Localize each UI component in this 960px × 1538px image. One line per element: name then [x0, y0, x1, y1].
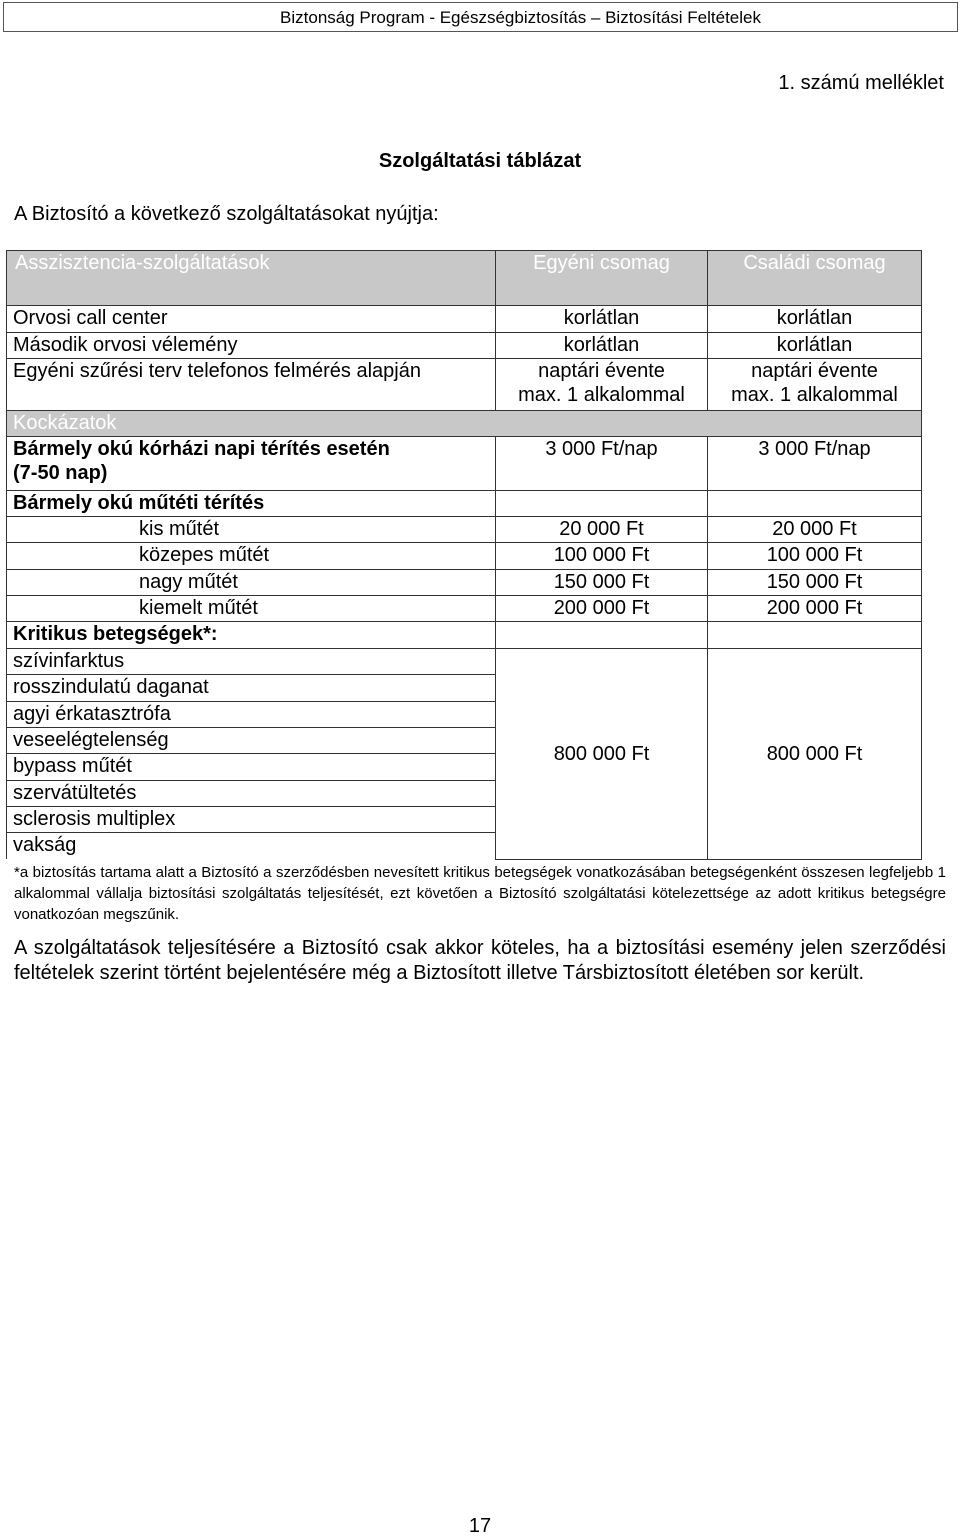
- surgery-name: kiemelt műtét: [7, 595, 496, 621]
- table-row: [7, 517, 922, 543]
- individual-value: 3 000 Ft/nap: [496, 437, 708, 491]
- individual-value: 100 000 Ft: [496, 543, 708, 569]
- hospital-name-line1: Bármely okú kórházi napi térítés esetén: [13, 438, 390, 460]
- critical-item: agyi érkatasztrófa: [7, 701, 496, 727]
- family-value: korlátlan: [708, 333, 922, 359]
- col-header-family: Családi csomag: [708, 251, 922, 306]
- table-row: [7, 649, 922, 675]
- table-row: [7, 622, 922, 649]
- hospital-name-line2: (7-50 nap): [13, 462, 108, 484]
- surgery-label: Bármely okú műtéti térítés: [7, 491, 496, 517]
- table-row: [7, 595, 922, 621]
- empty-cell: [496, 622, 708, 649]
- critical-item: sclerosis multiplex: [7, 806, 496, 832]
- family-value: 20 000 Ft: [708, 517, 922, 543]
- section-label-risks: Kockázatok: [7, 411, 922, 437]
- critical-item: rosszindulatú daganat: [7, 675, 496, 701]
- section-row-risks: [7, 411, 922, 437]
- individual-value: 20 000 Ft: [496, 517, 708, 543]
- critical-item: vakság: [7, 833, 496, 859]
- page-number: 17: [468, 1515, 492, 1537]
- critical-item: veseelégtelenség: [7, 728, 496, 754]
- hospital-name: [7, 437, 496, 491]
- table-row: [7, 543, 922, 569]
- critical-item: szervátültetés: [7, 780, 496, 806]
- page-title: Szolgáltatási táblázat: [378, 150, 582, 172]
- table-row: [7, 569, 922, 595]
- family-value: 200 000 Ft: [708, 595, 922, 621]
- family-value: 3 000 Ft/nap: [708, 437, 922, 491]
- empty-cell: [708, 622, 922, 649]
- services-table: [6, 250, 922, 860]
- surgery-name: kis műtét: [7, 517, 496, 543]
- intro-text: A Biztosító a következő szolgáltatásokat nyújtja:: [14, 203, 439, 225]
- critical-family-value: 800 000 Ft: [708, 649, 922, 859]
- family-value: [708, 359, 922, 411]
- col-header-individual: Egyéni csomag: [496, 251, 708, 306]
- surgery-name: nagy műtét: [7, 569, 496, 595]
- individual-value: [496, 359, 708, 411]
- col-header-assistance: Asszisztencia-szolgáltatások: [7, 251, 496, 306]
- individual-value: korlátlan: [496, 306, 708, 333]
- service-name: Egyéni szűrési terv telefonos felmérés alapján: [7, 359, 496, 411]
- individual-value: 200 000 Ft: [496, 595, 708, 621]
- table-header-row: [7, 251, 922, 306]
- table-row: [7, 437, 922, 491]
- individual-value: korlátlan: [496, 333, 708, 359]
- individual-value-line2: max. 1 alkalommal: [518, 384, 685, 406]
- footnote: *a biztosítás tartama alatt a Biztosító a szerződésben nevesített kritikus betegségek vonatkozásában betegségenként összesen legfeljebb 1 alkalommal vállalja biztosítási szolgáltatás teljesítését, ezt követően a Biztosító szolgáltatási kötelezettsége az adott kritikus betegségre vonatkozóan megszűnik.: [14, 864, 946, 923]
- body-paragraph: A szolgáltatások teljesítésére a Biztosító csak akkor köteles, ha a biztosítási esemény jelen szerződési feltételek szerint történt bejelentésére még a Biztosított illetve Társbiztosított életében sor került.: [14, 937, 946, 984]
- family-value-line1: naptári évente: [751, 360, 878, 382]
- empty-cell: [708, 491, 922, 517]
- family-value-line2: max. 1 alkalommal: [731, 384, 898, 406]
- family-value: 100 000 Ft: [708, 543, 922, 569]
- critical-individual-value: 800 000 Ft: [496, 649, 708, 859]
- individual-value-line1: naptári évente: [538, 360, 665, 382]
- individual-value: 150 000 Ft: [496, 569, 708, 595]
- table-row: [7, 359, 922, 411]
- table-row: [7, 491, 922, 517]
- annex-label: 1. számú melléklet: [778, 72, 944, 94]
- table-row: [7, 333, 922, 359]
- critical-item: szívinfarktus: [7, 649, 496, 675]
- table-row: [7, 306, 922, 333]
- service-name: Orvosi call center: [7, 306, 496, 333]
- header-title: Biztonság Program - Egészségbiztosítás – Biztosítási Feltételek: [280, 8, 761, 27]
- family-value: 150 000 Ft: [708, 569, 922, 595]
- critical-item: bypass műtét: [7, 754, 496, 780]
- critical-label: Kritikus betegségek*:: [7, 622, 496, 649]
- service-name: Második orvosi vélemény: [7, 333, 496, 359]
- family-value: korlátlan: [708, 306, 922, 333]
- page-header: [3, 2, 958, 32]
- surgery-name: közepes műtét: [7, 543, 496, 569]
- empty-cell: [496, 491, 708, 517]
